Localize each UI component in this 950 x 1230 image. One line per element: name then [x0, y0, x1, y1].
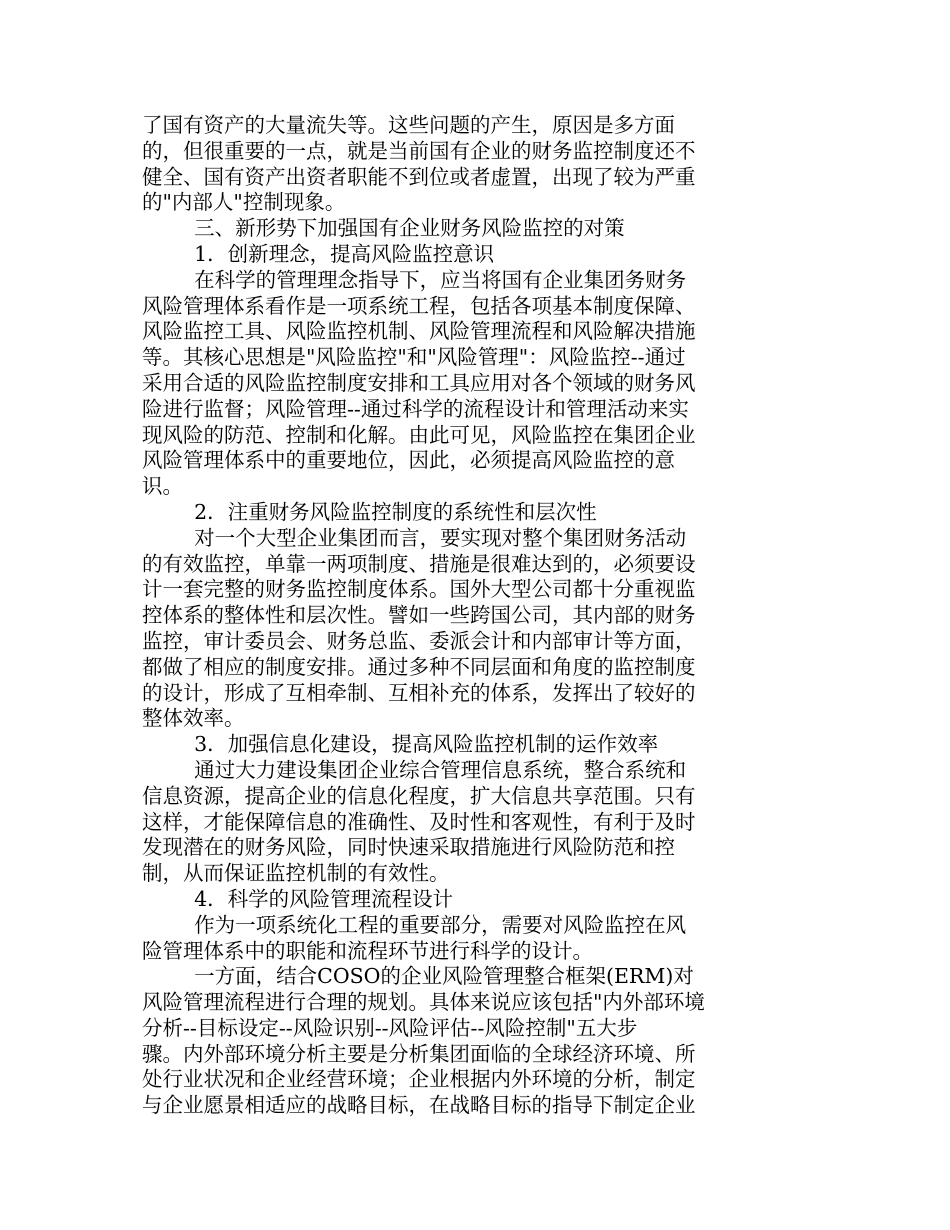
- text-line: 风险监控工具、风险监控机制、风险管理流程和风险解决措施: [142, 319, 696, 344]
- text-line: 信息资源，提高企业的信息化程度，扩大信息共享范围。只有: [142, 783, 696, 808]
- text-line: 风险管理体系中的重要地位，因此，必须提高风险监控的意: [142, 448, 675, 473]
- text-line: 的设计，形成了互相牵制、互相补充的体系，发挥出了较好的: [142, 680, 696, 705]
- text-line: 现风险的防范、控制和化解。由此可见，风险监控在集团企业: [142, 422, 696, 447]
- text-line: 的"内部人"控制现象。: [142, 190, 346, 215]
- text-line: 等。其核心思想是"风险监控"和"风险管理"：风险监控--通过: [142, 345, 686, 370]
- text-line: 采用合适的风险监控制度安排和工具应用对各个领域的财务风: [142, 370, 696, 395]
- text-line: 识。: [142, 474, 183, 499]
- text-line: 通过大力建设集团企业综合管理信息系统，整合系统和: [142, 757, 687, 782]
- text-line: 处行业状况和企业经营环境；企业根据内外环境的分析，制定: [142, 1067, 696, 1092]
- text-line: 监控，审计委员会、财务总监、委派会计和内部审计等方面，: [142, 628, 696, 653]
- subsection-heading-1: 1．创新理念，提高风险监控意识: [142, 241, 495, 266]
- subsection-heading-4: 4．科学的风险管理流程设计: [142, 886, 454, 911]
- text-line: 骤。内外部环境分析主要是分析集团面临的全球经济环境、所: [142, 1041, 696, 1066]
- section-heading: 三、新形势下加强国有企业财务风险监控的对策: [142, 216, 625, 241]
- text-line: 险管理体系中的职能和流程环节进行科学的设计。: [142, 938, 593, 963]
- text-line: 都做了相应的制度安排。通过多种不同层面和角度的监控制度: [142, 654, 696, 679]
- text-line: 一方面，结合COSO的企业风险管理整合框架(ERM)对: [142, 964, 694, 989]
- text-line: 在科学的管理理念指导下，应当将国有企业集团务财务: [142, 267, 687, 292]
- text-line: 制，从而保证监控机制的有效性。: [142, 861, 450, 886]
- text-line: 与企业愿景相适应的战略目标，在战略目标的指导下制定企业: [142, 1093, 696, 1118]
- text-line: 对一个大型企业集团而言，要实现对整个集团财务活动: [142, 525, 687, 550]
- text-line: 发现潜在的财务风险，同时快速采取措施进行风险防范和控: [142, 835, 675, 860]
- text-line: 分析--目标设定--风险识别--风险评估--风险控制"五大步: [142, 1015, 638, 1040]
- text-line: 的有效监控，单靠一两项制度、措施是很难达到的，必须要设: [142, 551, 696, 576]
- text-line: 了国有资产的大量流失等。这些问题的产生，原因是多方面: [142, 113, 675, 137]
- document-body: [142, 113, 742, 1119]
- text-line: 健全、国有资产出资者职能不到位或者虚置，出现了较为严重: [142, 164, 696, 189]
- subsection-heading-2: 2．注重财务风险监控制度的系统性和层次性: [142, 499, 597, 524]
- text-line: 作为一项系统化工程的重要部分，需要对风险监控在风: [142, 912, 687, 937]
- text-line: 控体系的整体性和层次性。譬如一些跨国公司，其内部的财务: [142, 603, 696, 628]
- subsection-heading-3: 3．加强信息化建设，提高风险监控机制的运作效率: [142, 732, 659, 757]
- text-line: 风险管理体系看作是一项系统工程，包括各项基本制度保障、: [142, 293, 696, 318]
- text-line: 风险管理流程进行合理的规划。具体来说应该包括"内外部环境: [142, 990, 705, 1015]
- text-line: 险进行监督；风险管理--通过科学的流程设计和管理活动来实: [142, 396, 689, 421]
- text-line: 的，但很重要的一点，就是当前国有企业的财务监控制度还不: [142, 138, 696, 163]
- text-line: 整体效率。: [142, 706, 245, 731]
- text-line: 计一套完整的财务监控制度体系。国外大型公司都十分重视监: [142, 577, 696, 602]
- text-line: 这样，才能保障信息的准确性、及时性和客观性，有利于及时: [142, 809, 696, 834]
